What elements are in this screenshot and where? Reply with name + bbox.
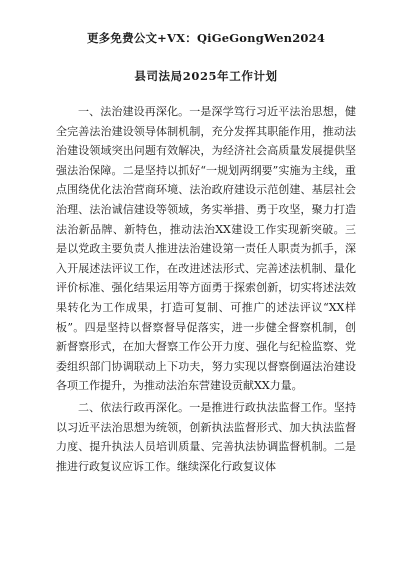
- document-body: [56, 102, 356, 476]
- watermark-text: 更多免费公文+VX：QiGeGongWen2024: [86, 31, 326, 45]
- paragraph-administration: 二、依法行政再深化。一是推进行政执法监督工作。坚持以习近平法治思想为统领，创新执法监督形式、加大执法监督力度、提升执法人员培训质量、完善执法协调监督机制。二是推进行政复议应诉工作。继续深化行政复议体: [56, 400, 356, 473]
- paragraph-rule-of-law: 一、法治建设再深化。一是深学笃行习近平法治思想，健全完善法治建设领导体制机制，充分发挥其职能作用，推动法治建设领域突出问题有效解决，为经济社会高质量发展提供坚强法治保障。二是坚持以抓好“一规划两纲要”实施为主线，重点围绕优化法治营商环境、法治政府建设示范创建、基层社会治理、法治诚信建设等领域，务实举措、勇于攻坚，聚力打造法治新品牌、新特色，推动法治XX建设工作实现新突破。三是以党政主要负责人推进法治建设第一责任人职责为抓手，深入开展述法评议工作，在改进述法形式、完善述法机制、量化评价标准、强化结果运用等方面勇于探索创新，切实将述法效果转化为工作成果，打造可复制、可推广的述法评议“XX样板”。四是坚持以督察督导促落实，进一步健全督察机制，创新督察形式，在加大督察工作公开力度、强化与纪检监察、党委组织部门协调联动上下功夫，努力实现以督察倒逼法治建设各项工作提升，为推动法治东营建设贡献XX力量。: [56, 105, 356, 393]
- document-title: 县司法局2025年工作计划: [134, 69, 278, 83]
